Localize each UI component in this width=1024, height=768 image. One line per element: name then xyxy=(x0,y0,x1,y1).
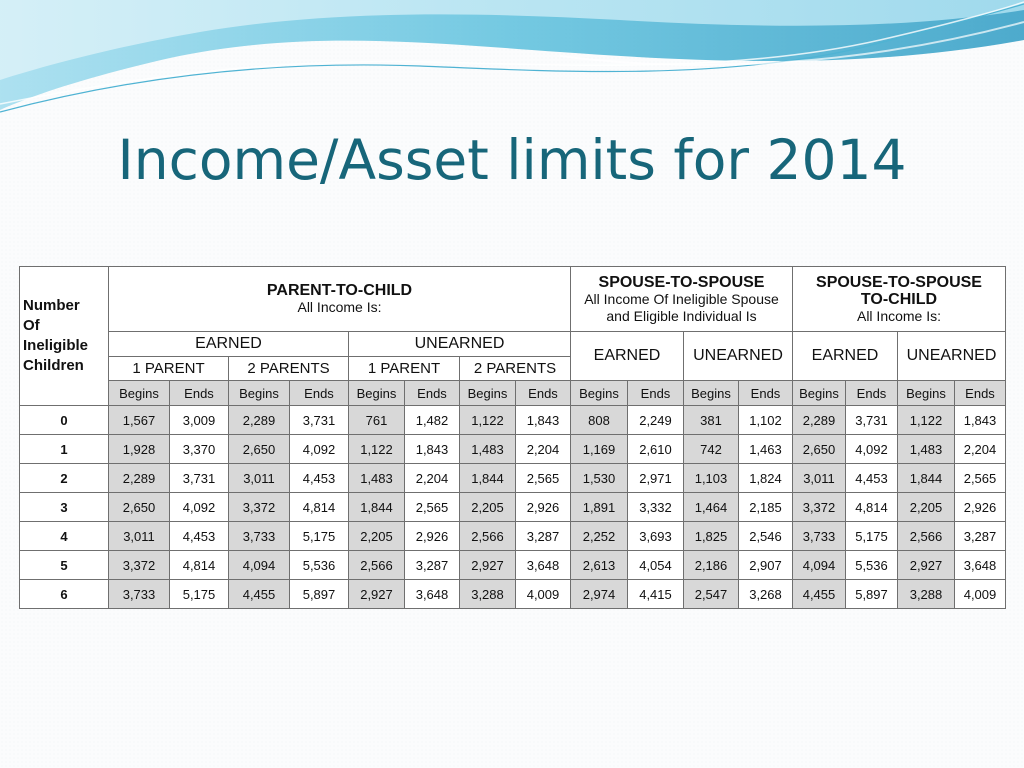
ends-header: Ends xyxy=(846,381,898,406)
table-row xyxy=(20,493,1006,522)
spouse-to-spouse-subtitle-line2: and Eligible Individual Is xyxy=(606,307,757,324)
begins-value-cell: 2,927 xyxy=(349,580,405,609)
ends-header: Ends xyxy=(739,381,793,406)
begins-value-cell: 1,103 xyxy=(684,464,739,493)
corner-label-line: Children xyxy=(23,357,84,374)
children-count-cell: 2 xyxy=(20,464,109,493)
ends-value-cell: 4,009 xyxy=(516,580,571,609)
spouse-to-spouse-to-child-subtitle: All Income Is: xyxy=(856,307,942,324)
begins-value-cell: 2,927 xyxy=(898,551,955,580)
children-count-cell: 5 xyxy=(20,551,109,580)
ends-header: Ends xyxy=(628,381,684,406)
begins-header: Begins xyxy=(460,381,516,406)
ends-value-cell: 1,482 xyxy=(405,406,460,435)
begins-value-cell: 4,094 xyxy=(793,551,846,580)
ends-value-cell: 5,536 xyxy=(846,551,898,580)
begins-value-cell: 2,547 xyxy=(684,580,739,609)
begins-value-cell: 2,289 xyxy=(793,406,846,435)
ends-header: Ends xyxy=(170,381,229,406)
ends-value-cell: 3,731 xyxy=(290,406,349,435)
ends-value-cell: 4,814 xyxy=(290,493,349,522)
spouse-to-spouse-title: SPOUSE-TO-SPOUSE xyxy=(598,273,765,291)
ptc-earned-header: EARNED xyxy=(109,332,349,357)
begins-value-cell: 808 xyxy=(571,406,628,435)
begins-header: Begins xyxy=(349,381,405,406)
begins-value-cell: 3,288 xyxy=(898,580,955,609)
ends-value-cell: 2,565 xyxy=(516,464,571,493)
ends-value-cell: 5,175 xyxy=(290,522,349,551)
begins-value-cell: 2,186 xyxy=(684,551,739,580)
begins-value-cell: 1,567 xyxy=(109,406,170,435)
begins-value-cell: 2,289 xyxy=(229,406,290,435)
children-count-cell: 3 xyxy=(20,493,109,522)
number-of-ineligible-children-header xyxy=(20,267,109,406)
table-row xyxy=(20,435,1006,464)
corner-label-line: Number xyxy=(23,297,80,314)
ends-value-cell: 4,814 xyxy=(846,493,898,522)
begins-value-cell: 2,650 xyxy=(109,493,170,522)
table-row xyxy=(20,464,1006,493)
ends-value-cell: 3,648 xyxy=(405,580,460,609)
parent-to-child-header xyxy=(109,267,571,332)
children-count-cell: 0 xyxy=(20,406,109,435)
stsc-unearned-header: UNEARNED xyxy=(898,332,1006,381)
begins-value-cell: 1,122 xyxy=(898,406,955,435)
ends-value-cell: 4,092 xyxy=(290,435,349,464)
begins-value-cell: 3,011 xyxy=(793,464,846,493)
ends-header: Ends xyxy=(516,381,571,406)
income-type-header-row xyxy=(20,332,1006,357)
table-row xyxy=(20,522,1006,551)
corner-label-line: Of xyxy=(23,317,40,334)
ptc-unearned-header: UNEARNED xyxy=(349,332,571,357)
begins-value-cell: 2,252 xyxy=(571,522,628,551)
ends-value-cell: 3,268 xyxy=(739,580,793,609)
ends-value-cell: 4,453 xyxy=(170,522,229,551)
table-row xyxy=(20,406,1006,435)
ends-value-cell: 1,843 xyxy=(516,406,571,435)
ends-value-cell: 2,907 xyxy=(739,551,793,580)
income-asset-limits-table xyxy=(19,266,1006,609)
ends-value-cell: 2,565 xyxy=(405,493,460,522)
ends-value-cell: 2,610 xyxy=(628,435,684,464)
ends-value-cell: 3,009 xyxy=(170,406,229,435)
earned-two-parents-header: 2 PARENTS xyxy=(229,357,349,381)
ends-value-cell: 3,287 xyxy=(955,522,1006,551)
begins-value-cell: 3,011 xyxy=(109,522,170,551)
ends-value-cell: 4,092 xyxy=(846,435,898,464)
ends-value-cell: 1,843 xyxy=(955,406,1006,435)
parent-to-child-title: PARENT-TO-CHILD xyxy=(266,282,413,299)
begins-value-cell: 2,613 xyxy=(571,551,628,580)
ends-value-cell: 3,287 xyxy=(405,551,460,580)
group-header-row xyxy=(20,267,1006,332)
earned-one-parent-header: 1 PARENT xyxy=(109,357,229,381)
ends-value-cell: 4,814 xyxy=(170,551,229,580)
children-count-cell: 6 xyxy=(20,580,109,609)
ends-value-cell: 2,249 xyxy=(628,406,684,435)
ends-value-cell: 4,453 xyxy=(290,464,349,493)
ends-value-cell: 4,415 xyxy=(628,580,684,609)
begins-value-cell: 2,650 xyxy=(229,435,290,464)
begins-header: Begins xyxy=(109,381,170,406)
ends-value-cell: 2,926 xyxy=(405,522,460,551)
begins-value-cell: 2,566 xyxy=(349,551,405,580)
begins-value-cell: 742 xyxy=(684,435,739,464)
begins-value-cell: 1,483 xyxy=(460,435,516,464)
ends-value-cell: 2,546 xyxy=(739,522,793,551)
begins-value-cell: 1,530 xyxy=(571,464,628,493)
slide-title: Income/Asset limits for 2014 xyxy=(117,128,907,192)
begins-value-cell: 1,464 xyxy=(684,493,739,522)
ends-value-cell: 4,092 xyxy=(170,493,229,522)
table-row xyxy=(20,551,1006,580)
begins-value-cell: 1,844 xyxy=(898,464,955,493)
ends-value-cell: 3,731 xyxy=(170,464,229,493)
begins-value-cell: 2,974 xyxy=(571,580,628,609)
ends-value-cell: 3,648 xyxy=(516,551,571,580)
begins-value-cell: 2,566 xyxy=(460,522,516,551)
corner-label-line: Ineligible xyxy=(23,337,89,354)
begins-value-cell: 761 xyxy=(349,406,405,435)
ends-value-cell: 1,843 xyxy=(405,435,460,464)
ends-value-cell: 5,897 xyxy=(846,580,898,609)
begins-ends-header-row xyxy=(20,381,1006,406)
ends-value-cell: 3,332 xyxy=(628,493,684,522)
begins-value-cell: 2,205 xyxy=(349,522,405,551)
begins-value-cell: 3,011 xyxy=(229,464,290,493)
begins-header: Begins xyxy=(898,381,955,406)
ends-header: Ends xyxy=(405,381,460,406)
ends-value-cell: 5,536 xyxy=(290,551,349,580)
spouse-to-spouse-subtitle-line1: All Income Of Ineligible Spouse xyxy=(584,290,779,307)
begins-value-cell: 4,094 xyxy=(229,551,290,580)
stsc-earned-header: EARNED xyxy=(793,332,898,381)
ends-value-cell: 2,971 xyxy=(628,464,684,493)
children-count-cell: 1 xyxy=(20,435,109,464)
begins-value-cell: 3,288 xyxy=(460,580,516,609)
begins-value-cell: 1,825 xyxy=(684,522,739,551)
ends-value-cell: 4,009 xyxy=(955,580,1006,609)
ends-value-cell: 4,054 xyxy=(628,551,684,580)
ends-value-cell: 2,204 xyxy=(516,435,571,464)
begins-value-cell: 1,844 xyxy=(349,493,405,522)
begins-value-cell: 1,891 xyxy=(571,493,628,522)
decorative-wave-banner xyxy=(0,0,1024,120)
begins-value-cell: 2,205 xyxy=(898,493,955,522)
children-count-cell: 4 xyxy=(20,522,109,551)
spouse-to-spouse-to-child-header xyxy=(793,267,1006,332)
begins-value-cell: 1,483 xyxy=(349,464,405,493)
ends-value-cell: 5,175 xyxy=(170,580,229,609)
spouse-to-spouse-to-child-title-line1: SPOUSE-TO-SPOUSE xyxy=(816,273,982,291)
begins-value-cell: 1,122 xyxy=(349,435,405,464)
begins-value-cell: 1,169 xyxy=(571,435,628,464)
begins-value-cell: 1,122 xyxy=(460,406,516,435)
begins-value-cell: 1,844 xyxy=(460,464,516,493)
begins-value-cell: 1,928 xyxy=(109,435,170,464)
unearned-one-parent-header: 1 PARENT xyxy=(349,357,460,381)
ends-value-cell: 2,565 xyxy=(955,464,1006,493)
begins-header: Begins xyxy=(793,381,846,406)
spouse-to-spouse-to-child-title-line2: TO-CHILD xyxy=(860,290,938,308)
ends-value-cell: 3,731 xyxy=(846,406,898,435)
ends-value-cell: 2,204 xyxy=(955,435,1006,464)
begins-value-cell: 2,289 xyxy=(109,464,170,493)
begins-value-cell: 4,455 xyxy=(793,580,846,609)
begins-header: Begins xyxy=(571,381,628,406)
table-row xyxy=(20,580,1006,609)
sts-unearned-header: UNEARNED xyxy=(684,332,793,381)
ends-value-cell: 1,463 xyxy=(739,435,793,464)
begins-value-cell: 3,372 xyxy=(229,493,290,522)
begins-value-cell: 4,455 xyxy=(229,580,290,609)
ends-value-cell: 4,453 xyxy=(846,464,898,493)
unearned-two-parents-header: 2 PARENTS xyxy=(460,357,571,381)
begins-header: Begins xyxy=(684,381,739,406)
ends-value-cell: 3,370 xyxy=(170,435,229,464)
begins-value-cell: 381 xyxy=(684,406,739,435)
ends-value-cell: 5,897 xyxy=(290,580,349,609)
ends-value-cell: 1,102 xyxy=(739,406,793,435)
begins-value-cell: 3,372 xyxy=(109,551,170,580)
ends-header: Ends xyxy=(290,381,349,406)
begins-header: Begins xyxy=(229,381,290,406)
parent-to-child-subtitle: All Income Is: xyxy=(297,299,382,315)
begins-value-cell: 2,566 xyxy=(898,522,955,551)
begins-value-cell: 2,205 xyxy=(460,493,516,522)
ends-value-cell: 5,175 xyxy=(846,522,898,551)
ends-value-cell: 2,926 xyxy=(516,493,571,522)
begins-value-cell: 1,483 xyxy=(898,435,955,464)
spouse-to-spouse-header xyxy=(571,267,793,332)
begins-value-cell: 3,372 xyxy=(793,493,846,522)
ends-header: Ends xyxy=(955,381,1006,406)
ends-value-cell: 3,287 xyxy=(516,522,571,551)
ends-value-cell: 1,824 xyxy=(739,464,793,493)
begins-value-cell: 3,733 xyxy=(229,522,290,551)
begins-value-cell: 2,927 xyxy=(460,551,516,580)
sts-earned-header: EARNED xyxy=(571,332,684,381)
ends-value-cell: 3,648 xyxy=(955,551,1006,580)
begins-value-cell: 3,733 xyxy=(793,522,846,551)
ends-value-cell: 2,204 xyxy=(405,464,460,493)
ends-value-cell: 2,185 xyxy=(739,493,793,522)
begins-value-cell: 3,733 xyxy=(109,580,170,609)
ends-value-cell: 3,693 xyxy=(628,522,684,551)
ends-value-cell: 2,926 xyxy=(955,493,1006,522)
begins-value-cell: 2,650 xyxy=(793,435,846,464)
